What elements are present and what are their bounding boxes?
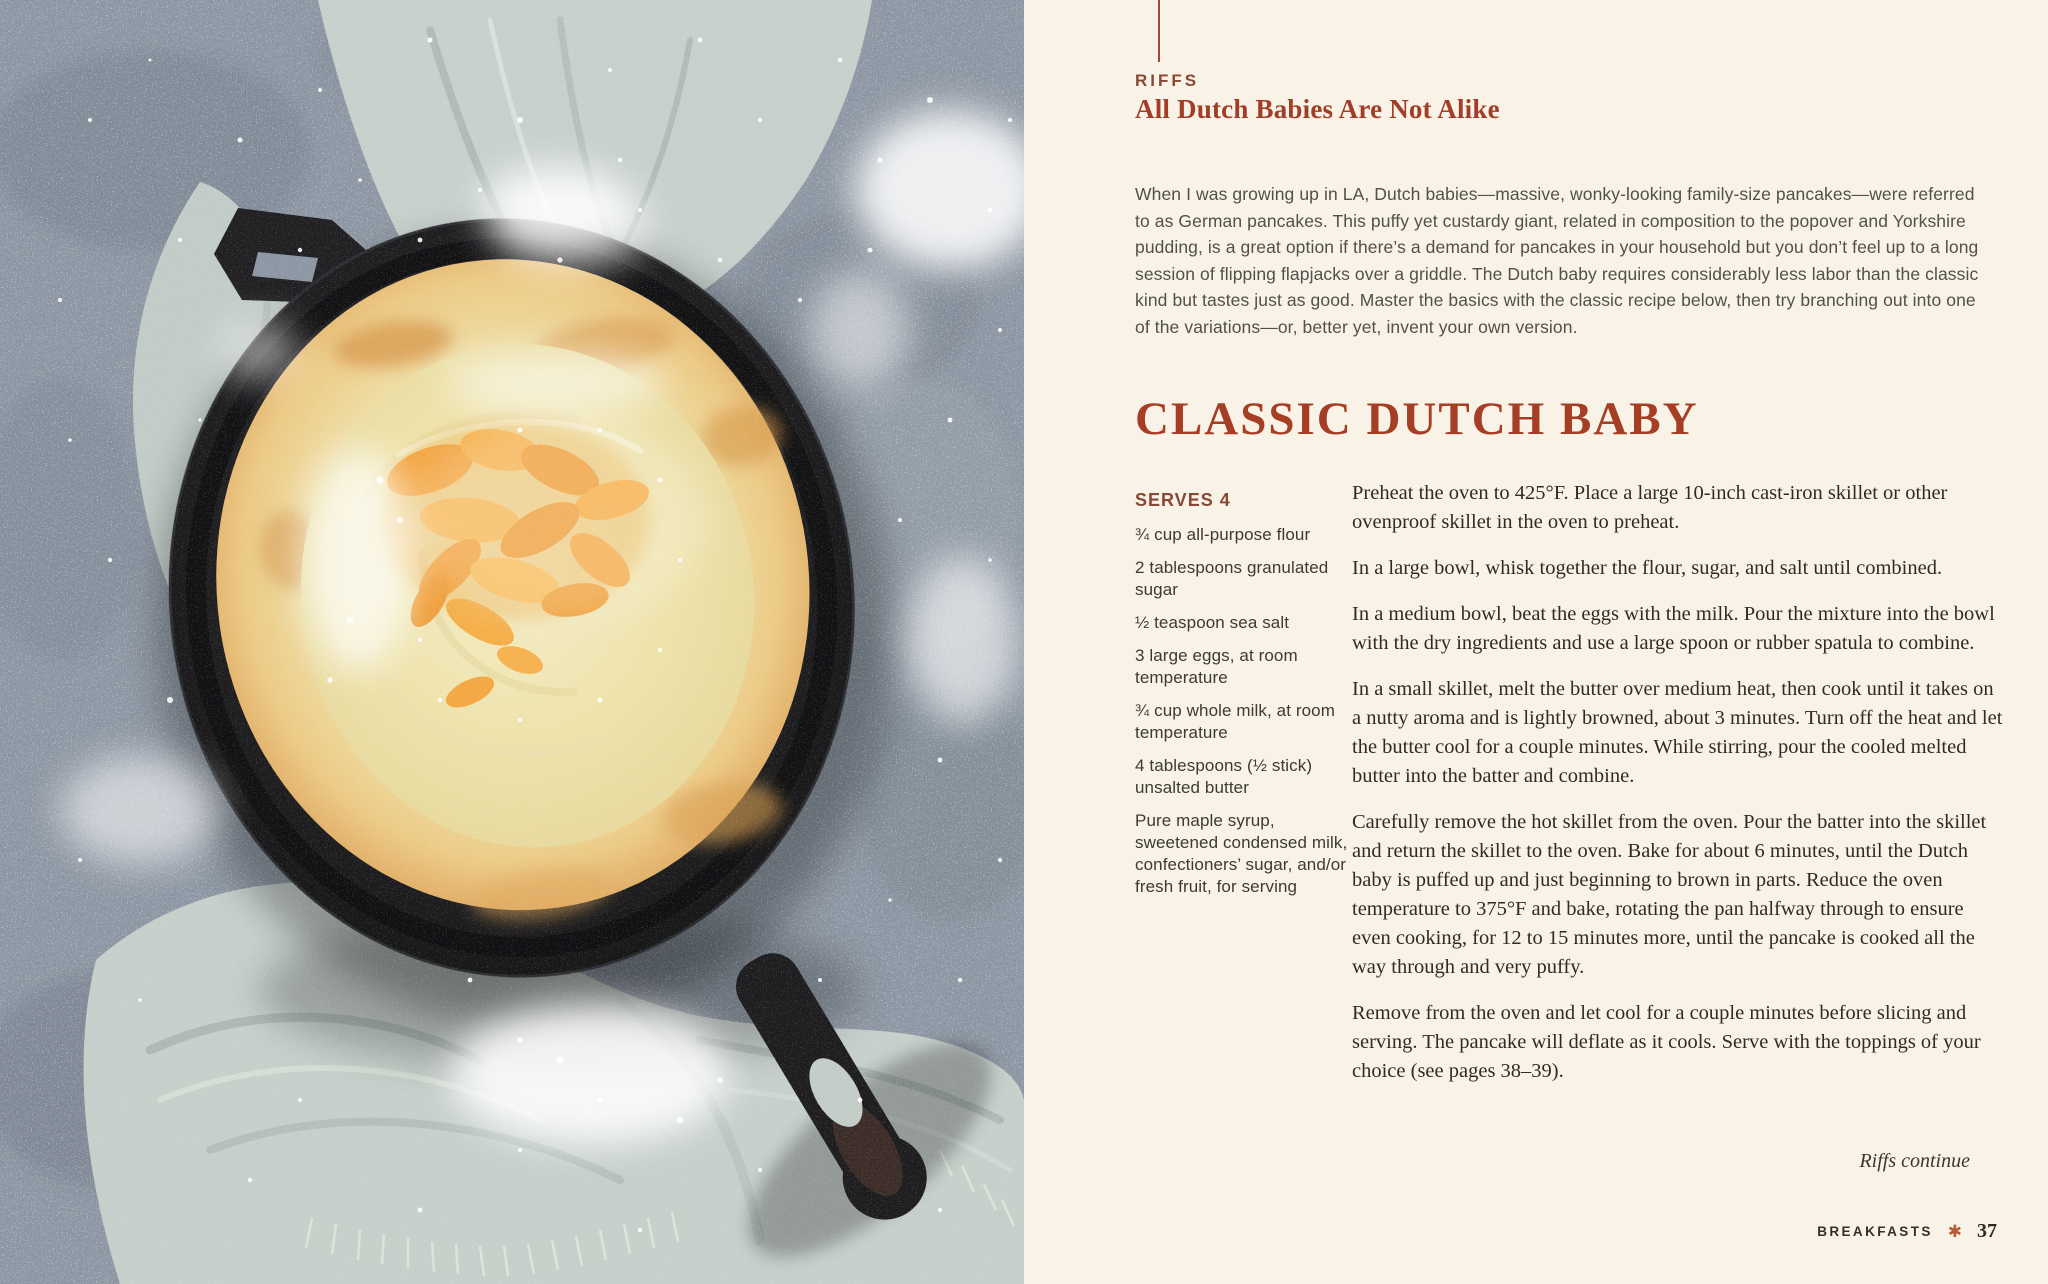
ingredient-item: ¾ cup all-purpose flour (1135, 525, 1311, 544)
instruction-step: Remove from the oven and let cool for a couple minutes before slicing and serving. The pancake will deflate as it cools. Serve with the toppings of your choice (see pages 38–39). (1352, 1002, 1981, 1082)
instruction-step: Carefully remove the hot skillet from the oven. Pour the batter into the skillet and return the skillet to the oven. Bake for about 6 minutes, until the Dutch baby is puffed up and just beginning to brown in parts. Reduce the oven temperature to 375°F and bake, rotating the pan halfway through to ensure even cooking, for 12 to 15 minutes more, until the pancake is cooked all the way through and very puffy. (1352, 811, 1987, 978)
top-rule (1158, 0, 1160, 62)
page-number: 37 (1977, 1220, 1997, 1242)
ingredient-item: 4 tablespoons (½ stick) unsalted butter (1135, 756, 1313, 797)
ingredient-item: Pure maple syrup, sweetened condensed milk, confectioners’ sugar, and/or fresh fruit, for serving (1135, 811, 1348, 896)
recipe-title: CLASSIC DUTCH BABY (1135, 393, 1699, 445)
ingredient-item: ¾ cup whole milk, at room temperature (1135, 701, 1335, 742)
instructions (1352, 479, 2004, 1103)
ingredient-item: 2 tablespoons granulated sugar (1135, 558, 1329, 599)
page-footer (1817, 1220, 1997, 1243)
recipe-page (1024, 0, 2048, 1284)
riffs-label: RIFFS (1135, 71, 1200, 90)
instruction-step: In a small skillet, melt the butter over medium heat, then cook until it takes on a nutty aroma and is lightly browned, about 3 minutes. Turn off the heat and let the butter cool for a couple minutes. While stirring, pour the cooled melted butter into the batter and combine. (1352, 678, 2003, 787)
asterisk-icon: ✱ (1947, 1221, 1962, 1242)
riffs-title: All Dutch Babies Are Not Alike (1135, 94, 1500, 124)
instruction-step: In a large bowl, whisk together the flour, sugar, and salt until combined. (1352, 557, 1943, 579)
ingredients-list (1135, 524, 1349, 909)
footer-section-label: BREAKFASTS (1817, 1224, 1933, 1239)
instruction-step: In a medium bowl, beat the eggs with the milk. Pour the mixture into the bowl with the dry ingredients and use a large spoon or rubber spatula to combine. (1352, 603, 1995, 654)
ingredient-item: ½ teaspoon sea salt (1135, 613, 1290, 632)
instruction-step: Preheat the oven to 425°F. Place a large 10-inch cast-iron skillet or other ovenproof skillet in the oven to preheat. (1352, 482, 1948, 533)
intro-paragraph: When I was growing up in LA, Dutch babies—massive, wonky-looking family-size pancakes—were referred to as German pancakes. This puffy yet custardy giant, related in composition to the popover and Yorkshire pudding, is a great option if there’s a demand for pancakes in your household but you don’t feel up to a long session of flipping flapjacks over a griddle. The Dutch baby requires considerably less labor than the classic kind but tastes just as good. Master the basics with the classic recipe below, then try branching out into one of the variations—or, better yet, invent your own version. (1135, 184, 1979, 337)
serves-label: SERVES 4 (1135, 490, 1231, 510)
ingredient-item: 3 large eggs, at room temperature (1135, 646, 1298, 687)
continuation-note: Riffs continue (1859, 1150, 1970, 1172)
